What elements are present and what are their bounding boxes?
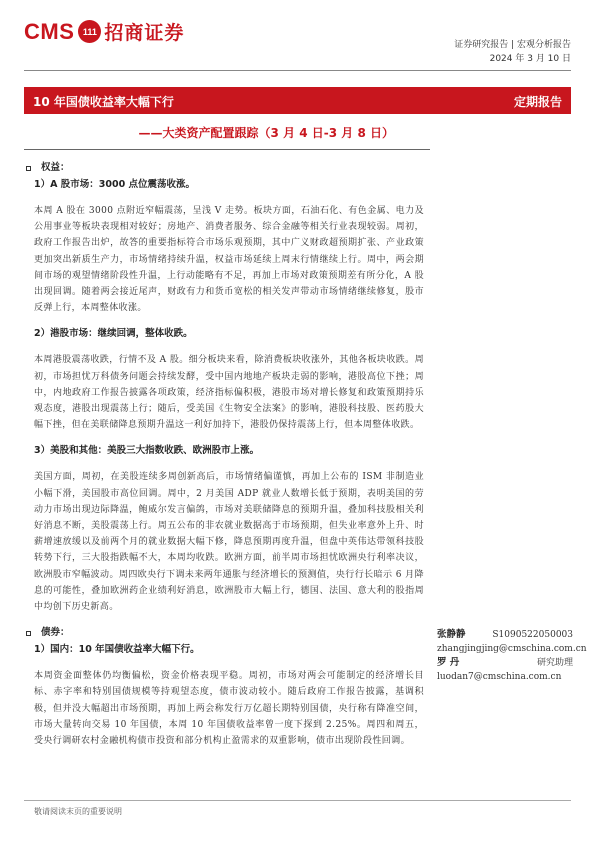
analyst-row xyxy=(437,656,573,670)
subtitle-divider xyxy=(24,149,430,150)
a-share-heading: 1）A 股市场：3000 点位震荡收涨。 xyxy=(34,179,196,190)
square-bullet-icon xyxy=(26,631,31,636)
section-equity-title: 权益： xyxy=(41,161,70,173)
analyst-block xyxy=(437,628,587,684)
section-bond-heading xyxy=(34,625,424,641)
analyst-role: 研究助理 xyxy=(536,658,573,668)
title-band xyxy=(24,87,571,114)
footer-divider xyxy=(24,800,571,801)
analyst-row xyxy=(437,628,573,642)
report-type: 证券研究报告 | 宏观分析报告 xyxy=(454,40,571,50)
section-bond-title: 债券： xyxy=(41,627,70,639)
report-body xyxy=(34,160,424,749)
report-tag: 定期报告 xyxy=(513,95,562,109)
hk-paragraph: 本周港股震荡收跌，行情不及 A 股。细分板块来看，除消费板块收涨外，其他各板块收跌。周初，市场担忧万科债务问题会持续发酵，受中国内地地产板块走弱的影响，港股高位下挫；周中，内地政府工作报告披露各项政策，经济指标偏积极，港股市场对增长修复和政策预期持乐观态度，港股出现震荡上行；随后，受美国《生物安全法案》的影响，港股科技股、医药股大幅下挫，但在美联储降息预期升温这一利好加持下，港股仍保持震荡上行，但本周整体收跌。 xyxy=(34,355,424,431)
report-subtitle: ——大类资产配置跟踪（3 月 4 日-3 月 8 日） xyxy=(138,126,394,140)
header-divider xyxy=(24,70,571,71)
section-equity-heading xyxy=(34,160,424,176)
domestic-bond-heading: 1）国内：10 年国债收益率大幅下行。 xyxy=(34,644,200,656)
report-meta xyxy=(454,38,571,66)
analyst-email[interactable]: zhangjingjing@cmschina.com.cn xyxy=(437,644,587,654)
footer-note: 敬请阅读末页的重要说明 xyxy=(34,807,122,816)
us-paragraph: 美国方面，周初，在美股连续多周创新高后，市场情绪偏谨慎，再加上公布的 ISM 非制造业小幅下滑，美国股市高位回调。周中，2 月美国 ADP 就业人数增长低于预期，表明美国的劳动力市场出现边际降温，鲍威尔发言偏鸽，市场对美联储降息的预期升温，叠加科技股相关利好消息不断，美股震荡上行。周五公布的非农就业数据高于市场预期，但失业率意外上升、时薪增速放缓以及前两个月的就业数据大幅下修，降息预期再度升温，但盘中英伟达带领科技股转势下行，三大股指跌幅不大，本周均收跌。欧洲方面，前半周市场担忧欧洲央行利率决议，欧洲股市窄幅波动。周四欧央行下调未来两年通胀与经济增长的预测值，央行行长暗示 6 月降息的可能性，叠加欧洲药企业绩利好消息，欧洲股市大幅上行，德国、法国、意大利的股指周中均创下历史新高。 xyxy=(34,472,424,613)
analyst-name: 张静静 xyxy=(437,629,466,640)
square-bullet-icon xyxy=(26,166,31,171)
logo-chinese: 招商证券 xyxy=(104,22,185,44)
report-date: 2024 年 3 月 10 日 xyxy=(489,54,571,64)
logo-emblem-icon: 111 xyxy=(78,20,101,43)
analyst-name: 罗 丹 xyxy=(437,657,460,668)
company-logo xyxy=(24,18,184,45)
domestic-bond-paragraph: 本周资金面整体仍均衡偏松，资金价格表现平稳。周初，市场对两会可能制定的经济增长目标、赤字率和特别国债规模等持观望态度，债市波动较小。随后政府工作报告披露，基调积极，但并没大幅超出市场预期，再加上两会称发行万亿超长期特别国债，央行称有降准空间，市场大量转向交易 10 年国债，本周 10 年国债收益率曾一度下探到 2.25%。周四和周五，受央行调研农村金融机构债市投资和部分机构止盈需求的双重影响，债市出现阶段性回调。 xyxy=(34,671,424,747)
logo-english: CMS xyxy=(24,18,75,44)
a-share-paragraph: 本周 A 股在 3000 点附近窄幅震荡，呈浅 V 走势。板块方面，石油石化、有色金属、电力及公用事业等板块表现相对较好；房地产、消费者服务、综合金融等相关行业表现较弱。周初，政府工作报告出炉，故答的重要指标符合市场乐观预期，其中广义财政超预期扩张、产业政策更加突出新质生产力，市场情绪持续升温，权益市场延续上周末行情继续上行。周中，两会期间市场的观望情绪阶段性升温，上行动能略有不足，再加上市场对政策预期差有所分化，A 股出现回调。随着两会接近尾声，财政有力和货币宽松的相关发声带动市场情绪继续修复，股市反弹上行，本周整体收涨。 xyxy=(34,206,424,314)
analyst-email[interactable]: luodan7@cmschina.com.cn xyxy=(437,672,562,682)
analyst-id: S1090522050003 xyxy=(492,630,573,640)
hk-heading: 2）港股市场：继续回调，整体收跌。 xyxy=(34,328,193,340)
us-heading: 3）美股和其他：美股三大指数收跌、欧洲股市上涨。 xyxy=(34,445,260,457)
report-title: 10 年国债收益率大幅下行 xyxy=(33,95,174,109)
